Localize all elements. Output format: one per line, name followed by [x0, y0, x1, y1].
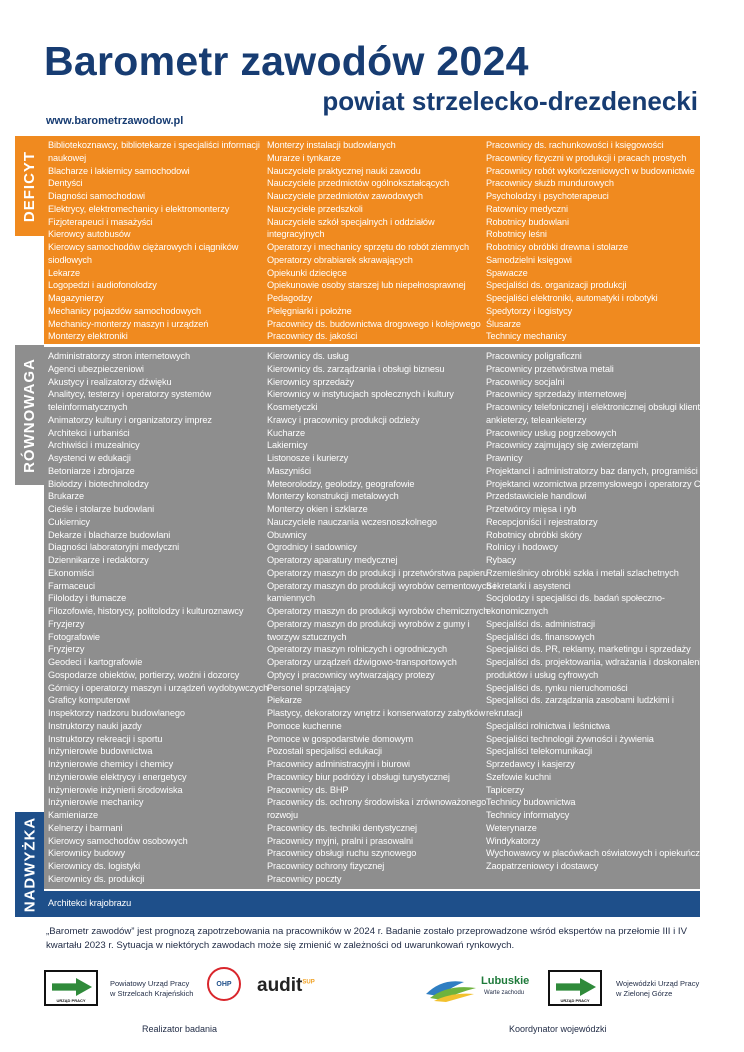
occupation-item: Filolodzy i tłumacze [48, 593, 127, 604]
occupation-item: Robotnicy budowlani [486, 216, 569, 227]
occupation-item: rekrutacji [486, 708, 523, 718]
occupation-item: Operatorzy maszyn do produkcji i przetwórstwa papieru [267, 567, 488, 578]
occupation-item: Pracownicy sprzedaży internetowej [486, 389, 627, 400]
occupation-item: Betoniarze i zbrojarze [48, 465, 135, 476]
occupation-item: Operatorzy maszyn do produkcji wyrobów cementowych i [267, 580, 496, 591]
wup-name [616, 979, 699, 999]
pup-logo-label: URZĄD PRACY [56, 998, 86, 1003]
occupation-item: Mechanicy-monterzy maszyn i urządzeń [48, 318, 209, 329]
occupation-item: Cieśle i stolarze budowlani [48, 504, 155, 514]
rownowaga-column-3 [486, 350, 714, 873]
wup-logo-label: URZĄD PRACY [560, 998, 590, 1003]
deficyt-tag [15, 136, 44, 236]
occupation-item: rozwoju [267, 810, 298, 820]
occupation-item: Pedagodzy [267, 293, 313, 303]
occupation-item: Murarze i tynkarze [267, 152, 341, 163]
occupation-item: Fryzjerzy [48, 644, 85, 655]
occupation-item: Kierownicy sprzedaży [267, 376, 354, 387]
occupation-item: Ratownicy medyczni [486, 203, 568, 214]
occupation-item: Bibliotekoznawcy, bibliotekarze i specjaliści informacji [48, 140, 260, 150]
nadwyzka-column-1 [48, 897, 264, 910]
occupation-item: Fotografowie [48, 631, 100, 642]
occupation-item: Analitycy, testerzy i operatorzy systemów [48, 389, 212, 400]
rownowaga-label: RÓWNOWAGA [21, 357, 39, 473]
occupation-item: Robotnicy obróbki skóry [486, 529, 582, 540]
occupation-item: Elektrycy, elektromechanicy i elektromonterzy [48, 203, 230, 214]
occupation-item: Kierowcy autobusów [48, 229, 131, 240]
occupation-item: Specjaliści ds. projektowania, wdrażania i doskonalenia [486, 657, 707, 667]
ohp-logo-text: OHP [216, 980, 232, 988]
occupation-item: Sprzedawcy i kasjerzy [486, 759, 575, 769]
wup-name-line-2: w Zielonej Górze [616, 989, 673, 998]
occupation-item: integracyjnych [267, 229, 325, 240]
occupation-item: Inżynierowie elektrycy i energetycy [48, 771, 187, 782]
audit-logo-sup: SUP [302, 979, 315, 986]
occupation-item: Kosmetyczki [267, 402, 318, 412]
occupation-item: Pracownicy ds. ochrony środowiska i zrównoważonego [267, 797, 487, 808]
occupation-item: Pracownicy robót wykończeniowych w budownictwie [486, 165, 695, 176]
occupation-item: Ogrodnicy i sadownicy [267, 542, 357, 553]
occupation-item: Mechanicy pojazdów samochodowych [48, 305, 202, 316]
occupation-item: Instruktorzy rekreacji i sportu [48, 733, 163, 744]
occupation-item: Sekretarki i asystenci [486, 580, 571, 591]
occupation-item: Pracownicy biur podróży i obsługi turystycznej [267, 771, 450, 782]
occupation-item: Pozostali specjaliści edukacji [267, 746, 382, 757]
occupation-item: Diagności samochodowi [48, 191, 145, 201]
occupation-item: Geodeci i kartografowie [48, 657, 143, 667]
occupation-item: Dekarze i blacharze budowlani [48, 529, 171, 540]
occupation-item: Nauczyciele szkół specjalnych i oddziałów [267, 216, 435, 227]
deficyt-section [44, 136, 700, 344]
occupation-item: Kierownicy ds. zarządzania i obsługi biznesu [267, 363, 445, 374]
role-koordynator: Koordynator wojewódzki [509, 1024, 607, 1034]
occupation-item: Nauczyciele przedmiotów ogólnokształcących [267, 178, 450, 189]
occupation-item: Animatorzy kultury i organizatorzy imprez [48, 414, 212, 425]
occupation-item: Pracownicy przetwórstwa metali [486, 363, 614, 374]
occupation-item: Instruktorzy nauki jazdy [48, 720, 142, 731]
occupation-item: Fizjoterapeuci i masażyści [48, 216, 153, 227]
deficyt-column-2 [267, 139, 485, 343]
occupation-item: Pracownicy służb mundurowych [486, 178, 614, 189]
occupation-item: Kierownicy ds. logistyki [48, 861, 141, 871]
occupation-item: Pracownicy ds. budownictwa drogowego i kolejowego [267, 318, 481, 329]
occupation-item: Specjaliści ds. PR, reklamy, marketingu i sprzedaży [486, 644, 691, 655]
occupation-item: Pracownicy zajmujący się zwierzętami [486, 440, 639, 451]
occupation-item: Pracownicy ds. jakości [267, 331, 358, 342]
occupation-item: Krawcy i pracownicy produkcji odzieży [267, 414, 420, 425]
occupation-item: Nauczyciele przedszkoli [267, 203, 363, 214]
occupation-item: Pomoce w gospodarstwie domowym [267, 733, 414, 744]
occupation-item: ekonomicznych [486, 606, 549, 616]
occupation-item: Architekci krajobrazu [48, 898, 132, 908]
occupation-item: Fryzjerzy [48, 618, 85, 629]
occupation-item: Pracownicy myjni, pralni i prasowalni [267, 835, 413, 846]
rownowaga-tag [15, 345, 44, 485]
page-subtitle: powiat strzelecko-drezdenecki [322, 86, 698, 116]
arrow-icon [556, 978, 596, 996]
occupation-item: Operatorzy maszyn do produkcji wyrobów chemicznych [267, 606, 489, 616]
occupation-item: teleinformatycznych [48, 402, 128, 412]
occupation-item: Logopedzi i audiofonolodzy [48, 280, 157, 291]
occupation-item: Inżynierowie budownictwa [48, 746, 153, 757]
pup-name [110, 979, 193, 999]
occupation-item: Biolodzy i biotechnolodzy [48, 478, 149, 489]
occupation-item: Piekarze [267, 695, 302, 706]
occupation-item: tworzyw sztucznych [267, 631, 347, 642]
occupation-item: Kierownicy budowy [48, 848, 125, 859]
lubuskie-logo-text: Lubuskie [481, 975, 530, 987]
occupation-item: Pracownicy obsługi ruchu szynowego [267, 848, 417, 859]
occupation-item: Kamieniarze [48, 810, 98, 820]
deficyt-label: DEFICYT [21, 150, 39, 222]
occupation-item: Pracownicy ochrony fizycznej [267, 861, 385, 871]
rownowaga-column-2 [267, 350, 496, 886]
occupation-item: Przetwórcy mięsa i ryb [486, 504, 577, 514]
occupation-item: Projektanci wzornictwa przemysłowego i operatorzy CAD [486, 478, 714, 489]
occupation-item: Inspektorzy nadzoru budowlanego [48, 708, 185, 718]
occupation-item: Nauczyciele przedmiotów zawodowych [267, 191, 423, 201]
occupation-item: Architekci i urbaniści [48, 427, 130, 438]
occupation-item: Monterzy instalacji budowlanych [267, 140, 396, 150]
occupation-item: ankieterzy, teleankieterzy [486, 414, 587, 425]
occupation-item: Meteorolodzy, geolodzy, geografowie [267, 478, 415, 489]
occupation-item: Specjaliści rolnictwa i leśnictwa [486, 720, 610, 731]
nadwyzka-section [44, 891, 700, 917]
occupation-item: Pracownicy ds. techniki dentystycznej [267, 822, 418, 833]
occupation-item: Specjaliści technologii żywności i żywienia [486, 733, 654, 744]
occupation-item: Robotnicy obróbki drewna i stolarze [486, 242, 629, 252]
occupation-item: Inżynierowie inżynierii środowiska [48, 784, 183, 795]
pup-logo [44, 970, 98, 1006]
occupation-item: Socjolodzy i specjaliści ds. badań społeczno- [486, 593, 665, 604]
arrow-icon [52, 978, 92, 996]
occupation-item: Specjaliści ds. zarządzania zasobami ludzkimi i [486, 695, 674, 706]
nadwyzka-label: NADWYŻKA [21, 816, 38, 913]
deficyt-column-3 [486, 139, 700, 343]
occupation-item: Pracownicy poczty [267, 873, 342, 884]
occupation-item: Lekarze [48, 267, 80, 278]
occupation-item: Optycy i pracownicy wytwarzający protezy [267, 669, 435, 680]
occupation-item: Lakiernicy [267, 440, 308, 451]
occupation-item: Plastycy, dekoratorzy wnętrz i konserwatorzy zabytków [267, 708, 486, 718]
website-link[interactable]: www.barometrzawodow.pl [46, 115, 184, 127]
occupation-item: Rzemieślnicy obróbki szkła i metali szlachetnych [486, 567, 679, 578]
occupation-item: Nauczyciele nauczania wczesnoszkolnego [267, 516, 437, 527]
occupation-item: Opiekunowie osoby starszej lub niepełnosprawnej [267, 280, 466, 291]
occupation-item: Archiwiści i muzealnicy [48, 440, 140, 451]
occupation-item: Graficy komputerowi [48, 695, 130, 706]
occupation-item: Kucharze [267, 427, 306, 438]
occupation-item: Specjaliści elektroniki, automatyki i robotyki [486, 293, 658, 303]
occupation-item: Weterynarze [486, 822, 537, 833]
occupation-item: Pracownicy poligraficzni [486, 351, 582, 361]
page-title: Barometr zawodów 2024 [44, 38, 529, 84]
rownowaga-section [44, 347, 714, 889]
occupation-item: Diagności laboratoryjni medyczni [48, 542, 180, 553]
occupation-item: Robotnicy leśni [486, 229, 547, 240]
occupation-item: kamiennych [267, 593, 316, 604]
occupation-item: Pracownicy fizyczni w produkcji i pracach prostych [486, 152, 687, 163]
occupation-item: Wychowawcy w placówkach oświatowych i opiekuńczych [486, 848, 714, 859]
occupation-item: Obuwnicy [267, 529, 307, 540]
occupation-item: Specjaliści ds. finansowych [486, 631, 595, 642]
occupation-item: Projektanci i administratorzy baz danych, programiści [486, 465, 698, 476]
occupation-item: Prawnicy [486, 453, 523, 463]
occupation-item: Pracownicy usług pogrzebowych [486, 427, 617, 438]
occupation-item: Spedytorzy i logistycy [486, 305, 573, 316]
occupation-item: Gospodarze obiektów, portierzy, woźni i dozorcy [48, 669, 240, 680]
occupation-item: Technicy mechanicy [486, 331, 567, 342]
occupation-item: Kierownicy ds. usług [267, 351, 349, 361]
occupation-item: Pracownicy ds. rachunkowości i księgowości [486, 140, 664, 150]
occupation-item: Brukarze [48, 491, 84, 502]
deficyt-column-1 [48, 139, 264, 343]
occupation-item: Rybacy [486, 555, 517, 565]
occupation-item: Akustycy i realizatorzy dźwięku [48, 376, 172, 387]
occupation-item: Listonosze i kurierzy [267, 453, 349, 463]
occupation-item: Recepcjoniści i rejestratorzy [486, 516, 598, 527]
occupation-item: Magazynierzy [48, 293, 104, 303]
occupation-item: Monterzy konstrukcji metalowych [267, 491, 399, 502]
occupation-item: Agenci ubezpieczeniowi [48, 363, 144, 374]
occupation-item: Technicy budownictwa [486, 797, 576, 808]
role-realizator: Realizator badania [142, 1024, 218, 1034]
occupation-item: Operatorzy maszyn rolniczych i ogrodniczych [267, 644, 448, 655]
occupation-item: Specjaliści ds. organizacji produkcji [486, 280, 627, 291]
occupation-item: Filozofowie, historycy, politolodzy i kulturoznawcy [48, 606, 244, 616]
occupation-item: Ślusarze [486, 318, 521, 329]
occupation-item: Asystenci w edukacji [48, 453, 131, 463]
occupation-item: Pracownicy telefonicznej i elektronicznej obsługi klienta, [486, 402, 708, 412]
survey-note: „Barometr zawodów” jest prognozą zapotrzebowania na pracowników w 2024 r. Badanie zostało przeprowadzone wśród ekspertów na przełomie III i IV kwartału 2023 r. Sytuacja w niektórych zawodach może się zmienić w zależności od uwarunkowań rynkowych. [46, 926, 687, 951]
ohp-logo [207, 967, 241, 1001]
occupation-item: Ekonomiści [48, 567, 94, 578]
occupation-item: Spawacze [486, 267, 528, 278]
occupation-item: Przedstawiciele handlowi [486, 491, 587, 502]
occupation-item: Cukiernicy [48, 516, 90, 527]
occupation-item: Tapicerzy [486, 784, 524, 795]
occupation-item: Operatorzy i mechanicy sprzętu do robót ziemnych [267, 242, 470, 252]
occupation-item: Pielęgniarki i położne [267, 305, 352, 316]
occupation-item: Samodzielni księgowi [486, 254, 572, 265]
occupation-item: Opiekunki dziecięce [267, 267, 347, 278]
occupation-item: Operatorzy urządzeń dźwigowo-transportowych [267, 657, 457, 667]
pup-name-line-2: w Strzelcach Krajeńskich [110, 989, 194, 998]
occupation-item: Specjaliści ds. rynku nieruchomości [486, 682, 628, 693]
occupation-item: Pomoce kuchenne [267, 720, 342, 731]
occupation-item: Zaopatrzeniowcy i dostawcy [486, 861, 599, 871]
occupation-item: Inżynierowie mechanicy [48, 797, 144, 808]
occupation-item: Pracownicy administracyjni i biurowi [267, 759, 410, 769]
occupation-item: Farmaceuci [48, 580, 95, 591]
occupation-item: Operatorzy maszyn do produkcji wyrobów z gumy i [267, 618, 470, 629]
occupation-item: Administratorzy stron internetowych [48, 351, 191, 361]
occupation-item: Kelnerzy i barmani [48, 822, 123, 833]
occupation-item: Kierowcy samochodów osobowych [48, 835, 188, 846]
occupation-item: Blacharze i lakiernicy samochodowi [48, 165, 190, 176]
occupation-item: Operatorzy aparatury medycznej [267, 555, 398, 565]
occupation-item: Psycholodzy i psychoterapeuci [486, 191, 609, 201]
occupation-item: naukowej [48, 152, 87, 163]
occupation-item: Nauczyciele praktycznej nauki zawodu [267, 165, 421, 176]
occupation-item: Dentyści [48, 178, 83, 189]
rownowaga-column-1 [48, 350, 269, 886]
occupation-item: Szefowie kuchni [486, 771, 551, 782]
occupation-item: Pracownicy ds. BHP [267, 784, 349, 795]
lubuskie-mark-icon [424, 974, 478, 1002]
occupation-item: Technicy informatycy [486, 810, 570, 820]
pup-name-line-1: Powiatowy Urząd Pracy [110, 979, 190, 988]
occupation-item: Monterzy elektroniki [48, 331, 128, 342]
wup-logo [548, 970, 602, 1006]
occupation-item: Pracownicy socjalni [486, 376, 565, 387]
occupation-item: Kierownicy w instytucjach społecznych i kultury [267, 389, 454, 400]
occupation-item: Personel sprzątający [267, 682, 351, 693]
nadwyzka-tag [15, 812, 44, 917]
occupation-item: Specjaliści telekomunikacji [486, 746, 593, 757]
occupation-item: produktów i usług cyfrowych [486, 669, 599, 680]
occupation-item: Dziennikarze i redaktorzy [48, 555, 149, 565]
occupation-item: Maszyniści [267, 465, 311, 476]
occupation-item: Górnicy i operatorzy maszyn i urządzeń wydobywczych [48, 682, 269, 693]
occupation-item: Kierowcy samochodów ciężarowych i ciągników [48, 242, 239, 252]
occupation-item: Rolnicy i hodowcy [486, 542, 558, 553]
occupation-item: siodłowych [48, 254, 92, 265]
occupation-item: Windykatorzy [486, 835, 540, 846]
occupation-item: Operatorzy obrabiarek skrawających [267, 254, 413, 265]
audit-logo-text: audit [257, 975, 303, 996]
occupation-item: Kierownicy ds. produkcji [48, 873, 145, 884]
occupation-item: Inżynierowie chemicy i chemicy [48, 759, 174, 769]
occupation-item: Specjaliści ds. administracji [486, 618, 595, 629]
wup-name-line-1: Wojewódzki Urząd Pracy [616, 979, 700, 988]
audit-logo [257, 975, 315, 997]
occupation-item: Monterzy okien i szklarze [267, 504, 368, 514]
lubuskie-tagline: Warte zachodu [484, 990, 525, 996]
